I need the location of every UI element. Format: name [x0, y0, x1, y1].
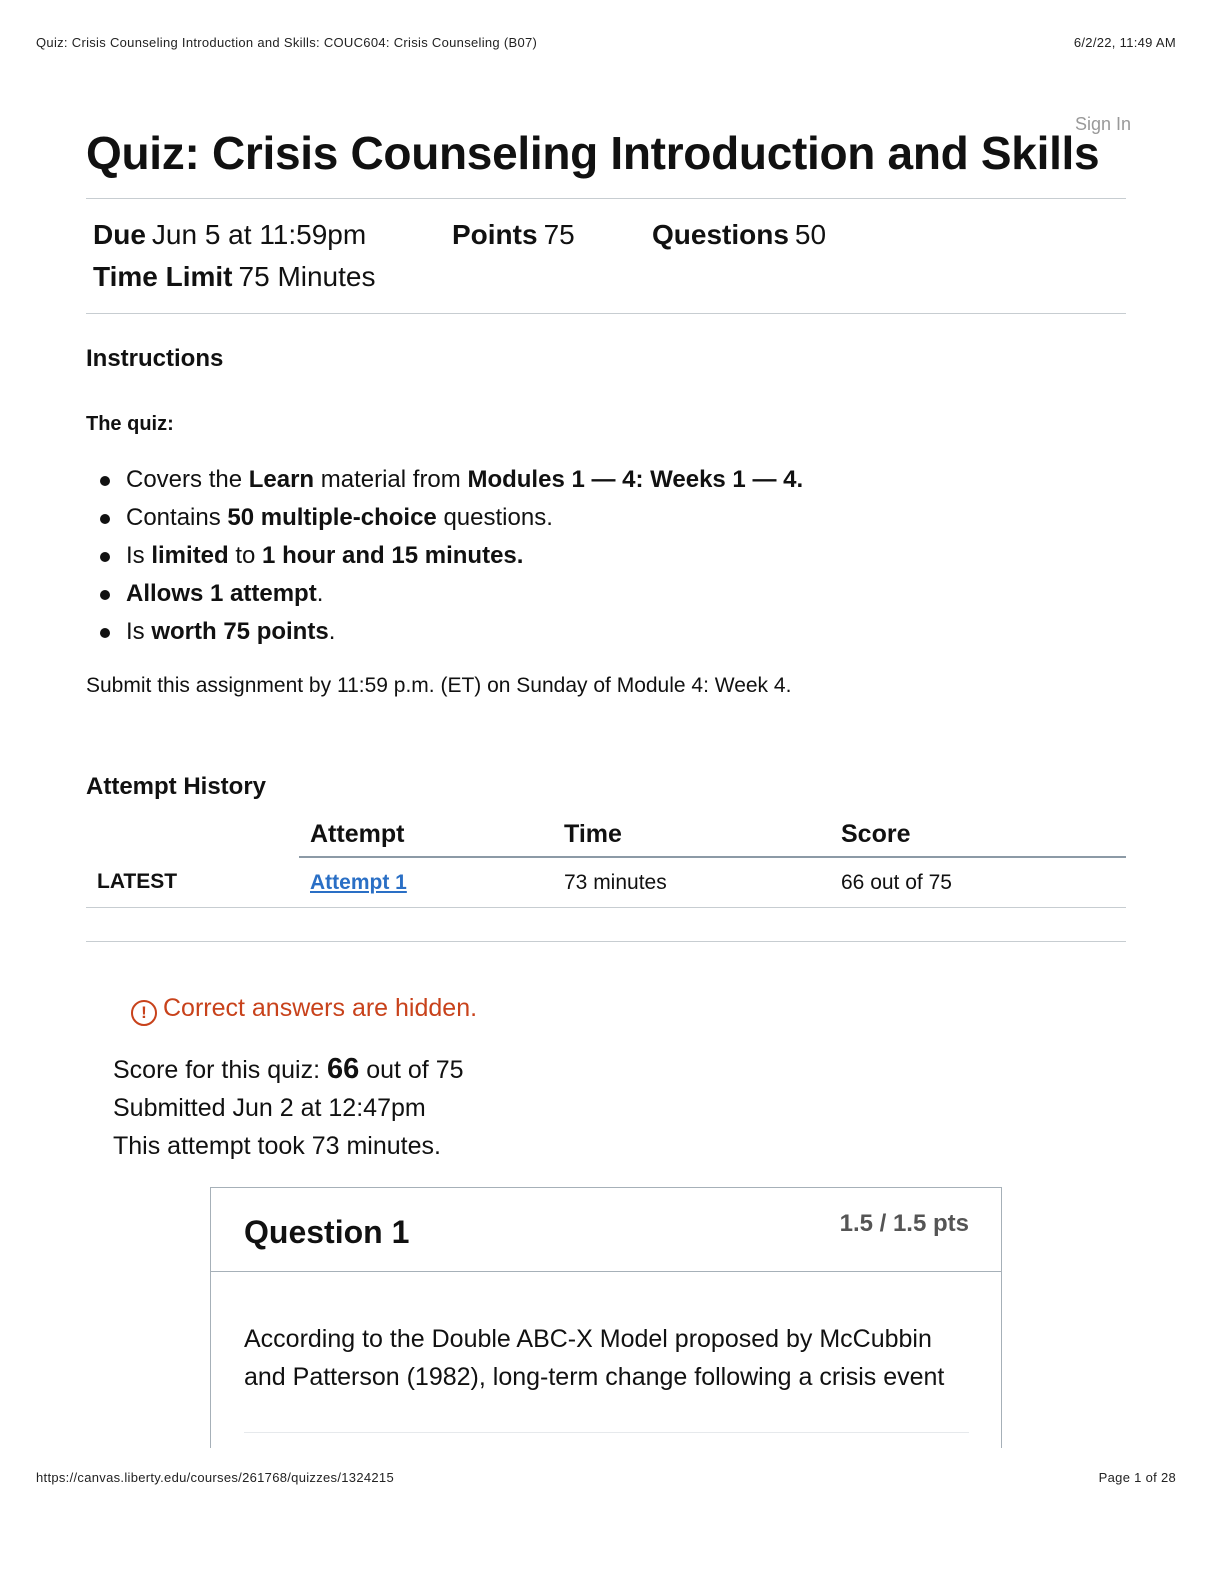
list-item: Is worth 75 points. — [100, 614, 803, 652]
attempt-1-link[interactable]: Attempt 1 — [310, 870, 407, 894]
submit-note: Submit this assignment by 11:59 p.m. (ET) on Sunday of Module 4: Week 4. — [86, 674, 792, 697]
instructions-list — [100, 462, 803, 652]
meta-divider — [86, 313, 1126, 314]
submitted-date: Submitted Jun 2 at 12:47pm — [113, 1094, 426, 1122]
title-divider — [86, 198, 1126, 199]
score-cell: 66 out of 75 — [830, 857, 1126, 908]
quiz-score: Score for this quiz: 66 out of 75 — [113, 1053, 464, 1085]
print-footer-url: https://canvas.liberty.edu/courses/261768/quizzes/1324215 — [36, 1470, 394, 1485]
answers-hidden-notice — [131, 994, 477, 1026]
attempt-duration: This attempt took 73 minutes. — [113, 1132, 441, 1160]
notice-text: Correct answers are hidden. — [163, 994, 478, 1022]
points-field: Points 75 — [452, 219, 575, 250]
list-item: Is limited to 1 hour and 15 minutes. — [100, 538, 803, 576]
time-cell: 73 minutes — [553, 857, 830, 908]
question-header — [211, 1188, 1001, 1272]
print-header-date: 6/2/22, 11:49 AM — [1073, 35, 1176, 50]
latest-label: LATEST — [86, 857, 299, 908]
instructions-subheading: The quiz: — [86, 413, 174, 435]
instructions-heading: Instructions — [86, 345, 224, 372]
time-limit-field: Time Limit 75 Minutes — [93, 261, 376, 292]
print-footer-page: Page 1 of 28 — [1098, 1470, 1176, 1485]
question-card — [210, 1187, 1002, 1448]
question-divider — [244, 1432, 969, 1433]
question-title: Question 1 — [244, 1214, 410, 1250]
attempt-history-heading: Attempt History — [86, 773, 267, 800]
due-field: Due Jun 5 at 11:59pm — [93, 219, 367, 250]
print-footer — [36, 1470, 1176, 1488]
print-header-title: Quiz: Crisis Counseling Introduction and Skills: COUC604: Crisis Counseling (B07) — [36, 35, 538, 50]
question-points: 1.5 / 1.5 pts — [839, 1210, 969, 1237]
table-row — [86, 857, 1126, 908]
attempt-history-table — [86, 812, 1126, 908]
questions-field: Questions 50 — [652, 219, 827, 250]
column-header-attempt: Attempt — [299, 812, 553, 857]
list-item: Contains 50 multiple-choice questions. — [100, 500, 803, 538]
question-text: According to the Double ABC-X Model proposed by McCubbin and Patterson (1982), long-term change following a crisis event — [244, 1325, 945, 1391]
list-item: Covers the Learn material from Modules 1 — 4: Weeks 1 — 4. — [100, 462, 803, 500]
column-header-score: Score — [830, 812, 1126, 857]
warning-icon: ! — [131, 1000, 157, 1026]
column-header-blank — [86, 812, 299, 857]
list-item: Allows 1 attempt. — [100, 576, 803, 614]
attempt-cell — [299, 857, 553, 908]
page-title: Quiz: Crisis Counseling Introduction and Skills — [86, 127, 1100, 179]
print-header — [36, 35, 1176, 53]
column-header-time: Time — [553, 812, 830, 857]
sign-in-link[interactable]: Sign In — [1074, 114, 1131, 134]
attempts-divider — [86, 941, 1126, 942]
